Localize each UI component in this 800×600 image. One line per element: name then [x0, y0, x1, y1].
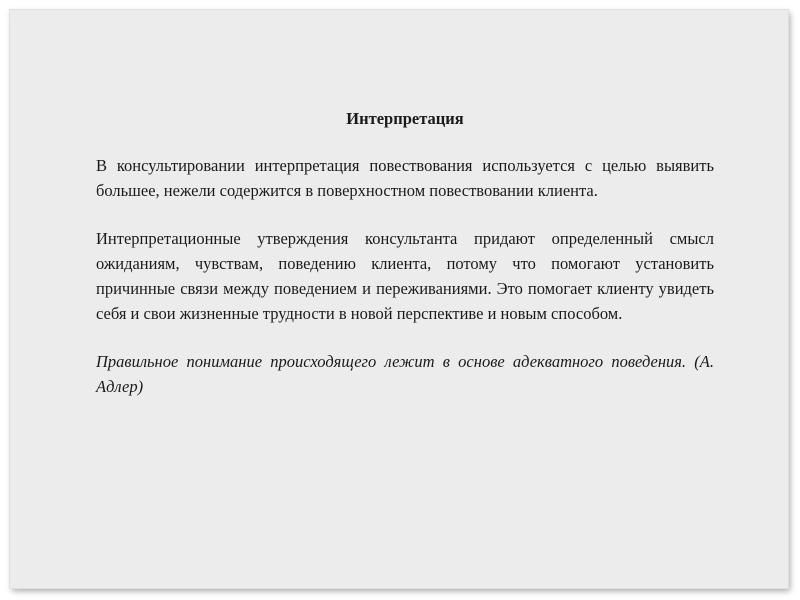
paragraph-interpretation-statements: Интерпретационные утверждения консультанта придают определенный смысл ожиданиям, чувствам, поведению клиента, потому что помогают установить причинные связи между поведением и переживаниями. Это помогает клиенту увидеть себя и свои жизненные трудности в новой перспективе и новым способом. [96, 229, 714, 323]
quote-adler: Правильное понимание происходящего лежит в основе адекватного поведения. (А. Адлер) [96, 352, 714, 396]
paragraph-interpretation-purpose: В консультировании интерпретация повествования используется с целью выявить большее, нежели содержится в поверхностном повествовании клиента. [96, 156, 714, 200]
slide-title: Интерпретация [346, 109, 464, 128]
slide [10, 10, 788, 588]
slide-content [96, 106, 714, 399]
